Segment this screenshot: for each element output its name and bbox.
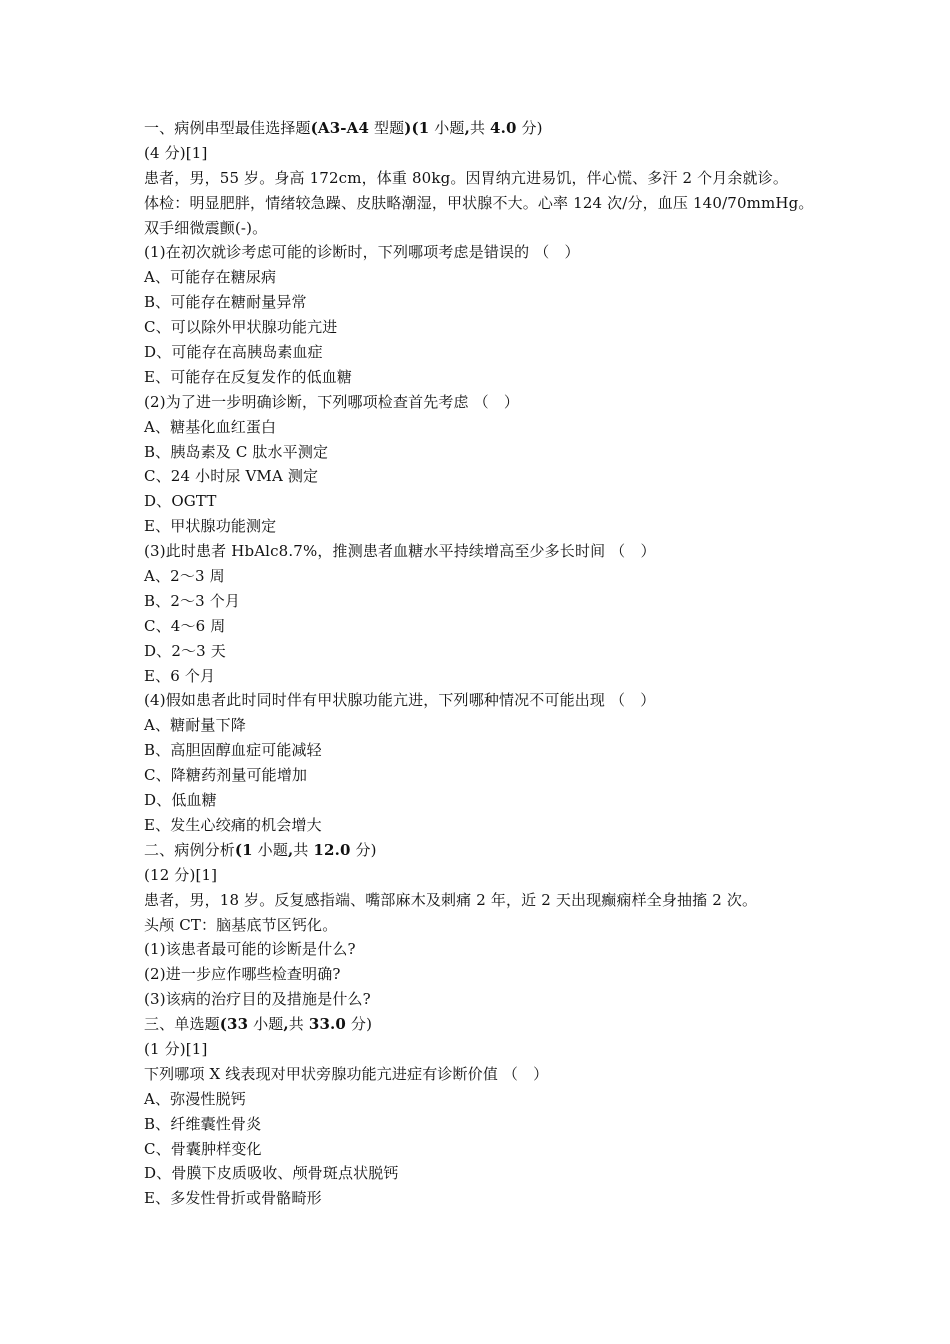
case-stem-line: 患者，男，55 岁。身高 172cm，体重 80kg。因胃纳亢进易饥，伴心慌、多汗 2 个月余就诊。 <box>144 168 789 187</box>
heading-text: 型题 <box>369 119 405 137</box>
heading-text: 小题 <box>252 840 288 859</box>
section-heading-1 <box>144 116 824 141</box>
question-text: (3)该病的治疗目的及措施是什么? <box>144 990 371 1009</box>
option-item: D、低血糖 <box>144 791 217 810</box>
heading-text: 分) <box>516 119 543 137</box>
heading-bold: , <box>283 1015 289 1034</box>
option-item: E、可能存在反复发作的低血糖 <box>144 367 353 386</box>
option-item: D、OGTT <box>144 492 217 511</box>
heading-text: 小题 <box>429 119 465 137</box>
section-heading-3 <box>144 1012 824 1037</box>
score-label: (1 分)[1] <box>144 1039 208 1058</box>
question-text: 下列哪项 X 线表现对甲状旁腺功能亢进症有诊断价值 （ ） <box>144 1064 549 1083</box>
question-text: (3)此时患者 HbAlc8.7%，推测患者血糖水平持续增高至少多长时间 （ ） <box>144 542 656 561</box>
score-label: (4 分)[1] <box>144 143 208 162</box>
option-item: A、糖基化血红蛋白 <box>144 417 277 436</box>
option-item: A、2～3 周 <box>144 567 225 586</box>
option-item: B、可能存在糖耐量异常 <box>144 293 307 312</box>
heading-text: 二、病例分析 <box>144 840 235 859</box>
heading-bold: (1 <box>234 840 253 859</box>
option-item: D、骨膜下皮质吸收、颅骨斑点状脱钙 <box>144 1164 399 1183</box>
heading-bold: (33 <box>219 1015 249 1034</box>
option-item: B、2～3 个月 <box>144 591 241 610</box>
heading-bold: (A3-A4 <box>310 119 370 137</box>
heading-bold: , <box>287 840 294 859</box>
heading-bold: 12.0 <box>313 840 351 859</box>
question-text: (1)在初次就诊考虑可能的诊断时，下列哪项考虑是错误的 （ ） <box>144 243 580 262</box>
option-item: E、多发性骨折或骨骼畸形 <box>144 1189 322 1208</box>
option-item: E、6 个月 <box>144 666 216 685</box>
option-item: D、2～3 天 <box>144 641 226 660</box>
heading-text: 一、病例串型最佳选择题 <box>144 119 311 137</box>
option-item: E、甲状腺功能测定 <box>144 517 277 536</box>
option-item: C、降糖药剂量可能增加 <box>144 766 308 785</box>
option-item: A、可能存在糖尿病 <box>144 268 277 287</box>
option-item: C、24 小时尿 VMA 测定 <box>144 467 319 486</box>
document-page <box>144 116 824 1211</box>
question-text: (4)假如患者此时同时伴有甲状腺功能亢进，下列哪种情况不可能出现 （ ） <box>144 691 656 710</box>
option-item: B、胰岛素及 C 肽水平测定 <box>144 442 329 461</box>
option-item: A、糖耐量下降 <box>144 716 246 735</box>
heading-text: 小题 <box>248 1015 284 1034</box>
option-item: C、骨囊肿样变化 <box>144 1139 262 1158</box>
section-heading-2 <box>144 838 824 863</box>
heading-bold: )(1 <box>404 119 430 137</box>
case-stem-line: 双手细微震颤(-)。 <box>144 218 268 237</box>
option-item: E、发生心绞痛的机会增大 <box>144 815 322 834</box>
heading-text: 共 <box>293 840 314 859</box>
option-item: A、弥漫性脱钙 <box>144 1089 246 1108</box>
case-stem-line: 患者，男，18 岁。反复感指端、嘴部麻木及刺痛 2 年，近 2 天出现癫痫样全身抽搐 2 次。 <box>144 890 758 909</box>
option-item: B、高胆固醇血症可能减轻 <box>144 741 322 760</box>
question-text: (2)进一步应作哪些检查明确? <box>144 965 341 984</box>
heading-bold: 4.0 <box>490 119 517 137</box>
heading-bold: 33.0 <box>308 1015 346 1034</box>
option-item: C、可以除外甲状腺功能亢进 <box>144 318 338 337</box>
option-item: B、纤维囊性骨炎 <box>144 1114 262 1133</box>
heading-text: 分) <box>346 1015 373 1034</box>
option-item: C、4～6 周 <box>144 616 226 635</box>
heading-bold: , <box>464 119 470 137</box>
case-stem-line: 头颅 CT：脑基底节区钙化。 <box>144 915 338 934</box>
heading-text: 分) <box>350 840 377 859</box>
heading-text: 共 <box>288 1015 309 1034</box>
heading-text: 共 <box>469 119 491 137</box>
option-item: D、可能存在高胰岛素血症 <box>144 343 323 362</box>
score-label: (12 分)[1] <box>144 865 218 884</box>
heading-text: 三、单选题 <box>144 1015 220 1034</box>
question-text: (2)为了进一步明确诊断，下列哪项检查首先考虑 （ ） <box>144 392 520 411</box>
case-stem-line: 体检：明显肥胖，情绪较急躁、皮肤略潮湿，甲状腺不大。心率 124 次/分，血压 140/70mmHg。 <box>144 193 814 212</box>
question-text: (1)该患者最可能的诊断是什么? <box>144 940 356 959</box>
